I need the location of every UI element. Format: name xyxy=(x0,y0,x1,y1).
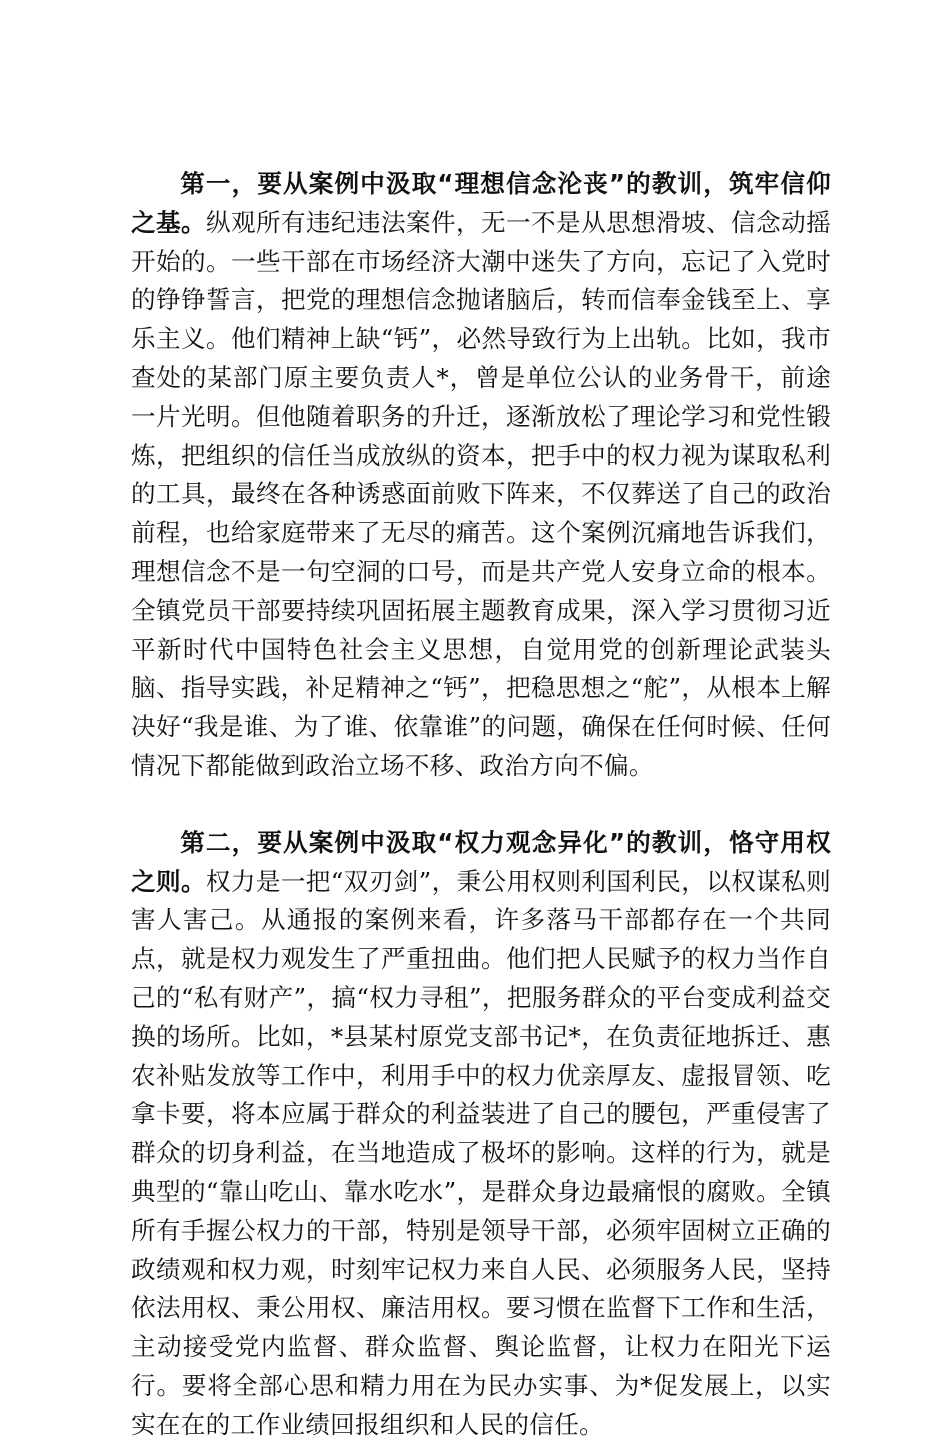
paragraph-2-heading: 第二，要从案例中汲取“权力观念异化”的教训，恪守用权之则。 xyxy=(131,827,831,896)
paragraph-1 xyxy=(131,165,831,786)
document-body xyxy=(131,165,831,1445)
paragraph-1-heading: 第一，要从案例中汲取“理想信念沦丧”的教训，筑牢信仰之基。 xyxy=(131,169,831,237)
paragraph-2 xyxy=(131,824,831,1445)
paragraph-1-text: 纵观所有违纪违法案件，无一不是从思想滑坡、信念动摇开始的。一些干部在市场经济大潮中迷失了方向，忘记了入党时的铮铮誓言，把党的理想信念抛诸脑后，转而信奉金钱至上、享乐主义。他们精神上缺“钙”，必然导致行为上出轨。比如，我市查处的某部门原主要负责人*，曾是单位公认的业务骨干，前途一片光明。但他随着职务的升迁，逐渐放松了理论学习和党性锻炼，把组织的信任当成放纵的资本，把手中的权力视为谋取私利的工具，最终在各种诱惑面前败下阵来，不仅葬送了自己的政治前程，也给家庭带来了无尽的痛苦。这个案例沉痛地告诉我们，理想信念不是一句空洞的口号，而是共产党人安身立命的根本。全镇党员干部要持续巩固拓展主题教育成果，深入学习贯彻习近平新时代中国特色社会主义思想，自觉用党的创新理论武装头脑、指导实践，补足精神之“钙”，把稳思想之“舵”，从根本上解决好“我是谁、为了谁、依靠谁”的问题，确保在任何时候、任何情况下都能做到政治立场不移、政治方向不偏。 xyxy=(131,207,831,780)
paragraph-2-text: 权力是一把“双刃剑”，秉公用权则利国利民，以权谋私则害人害己。从通报的案例来看，许多落马干部都存在一个共同点，就是权力观发生了严重扭曲。他们把人民赋予的权力当作自己的“私有财产”，搞“权力寻租”，把服务群众的平台变成利益交换的场所。比如，*县某村原党支部书记*，在负责征地拆迁、惠农补贴发放等工作中，利用手中的权力优亲厚友、虚报冒领、吃拿卡要，将本应属于群众的利益装进了自己的腰包，严重侵害了群众的切身利益，在当地造成了极坏的影响。这样的行为，就是典型的“靠山吃山、靠水吃水”，是群众身边最痛恨的腐败。全镇所有手握公权力的干部，特别是领导干部，必须牢固树立正确的政绩观和权力观，时刻牢记权力来自人民、必须服务人民，坚持依法用权、秉公用权、廉洁用权。要习惯在监督下工作和生活，主动接受党内监督、群众监督、舆论监督，让权力在阳光下运行。要将全部心思和精力用在为民办实事、为*促发展上，以实实在在的工作业绩回报组织和人民的信任。 xyxy=(131,866,832,1439)
